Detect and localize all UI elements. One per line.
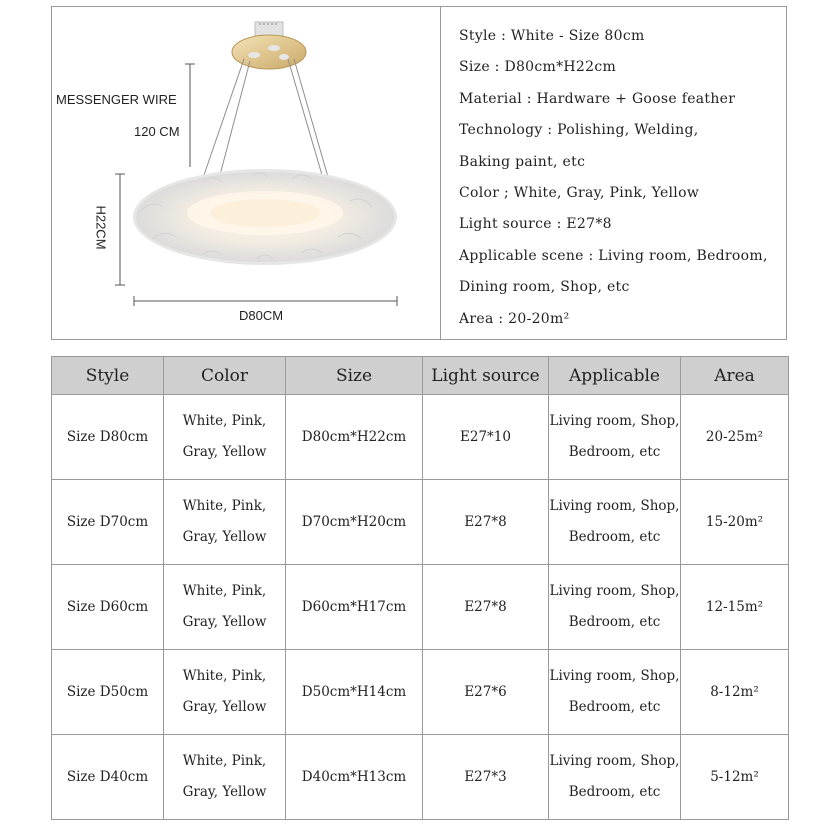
spec-applicable-scene-cont: Dining room, Shop, etc [459, 279, 630, 296]
cell-color [164, 480, 286, 565]
applicable-line: Bedroom, etc [568, 529, 661, 545]
cell-style: Size D80cm [52, 395, 164, 480]
spec-list [459, 21, 784, 335]
table-row [52, 565, 789, 650]
applicable-line: Bedroom, etc [568, 614, 661, 630]
table-row [52, 395, 789, 480]
spec-size: Size : D80cm*H22cm [459, 59, 617, 76]
table-header-row [52, 357, 789, 395]
color-line: Gray, Yellow [182, 614, 267, 630]
cell-area: 20-25m² [681, 395, 789, 480]
cell-applicable [549, 395, 681, 480]
spec-light-source: Light source : E27*8 [459, 216, 612, 233]
size-comparison-table [51, 356, 789, 820]
cell-size: D70cm*H20cm [286, 480, 423, 565]
spec-material: Material : Hardware + Goose feather [459, 90, 736, 107]
product-spec-box [51, 6, 787, 340]
cell-style: Size D60cm [52, 565, 164, 650]
column-header-applicable: Applicable [549, 357, 681, 395]
wire-length-label: 120 CM [134, 124, 180, 139]
applicable-line: Bedroom, etc [568, 444, 661, 460]
cell-size: D60cm*H17cm [286, 565, 423, 650]
color-line: Gray, Yellow [182, 444, 267, 460]
applicable-line: Bedroom, etc [568, 784, 661, 800]
column-header-style: Style [52, 357, 164, 395]
cell-color [164, 565, 286, 650]
cell-light-source: E27*10 [423, 395, 549, 480]
cell-color [164, 735, 286, 820]
table-row [52, 650, 789, 735]
cell-area: 12-15m² [681, 565, 789, 650]
column-header-light-source: Light source [423, 357, 549, 395]
cell-applicable [549, 735, 681, 820]
messenger-wire-label: MESSENGER WIRE [56, 92, 177, 107]
column-header-color: Color [164, 357, 286, 395]
color-line: White, Pink, [182, 668, 267, 684]
spec-color: Color ; White, Gray, Pink, Yellow [459, 185, 700, 202]
color-line: Gray, Yellow [182, 784, 267, 800]
color-line: Gray, Yellow [182, 699, 267, 715]
cell-area: 8-12m² [681, 650, 789, 735]
spec-style: Style : White - Size 80cm [459, 28, 645, 44]
applicable-line: Living room, Shop, [549, 668, 680, 684]
spec-technology-cont: Baking paint, etc [459, 153, 586, 170]
feather-chandelier-image [52, 7, 440, 339]
cell-size: D80cm*H22cm [286, 395, 423, 480]
color-line: Gray, Yellow [182, 529, 267, 545]
height-dimension-label: H22CM [93, 205, 109, 250]
color-line: White, Pink, [182, 753, 267, 769]
column-header-area: Area [681, 357, 789, 395]
cell-light-source: E27*8 [423, 565, 549, 650]
cell-color [164, 395, 286, 480]
spec-technology: Technology : Polishing, Welding, [459, 122, 699, 139]
cell-area: 15-20m² [681, 480, 789, 565]
cell-light-source: E27*3 [423, 735, 549, 820]
column-header-size: Size [286, 357, 423, 395]
applicable-line: Living room, Shop, [549, 413, 680, 429]
cell-applicable [549, 565, 681, 650]
applicable-line: Bedroom, etc [568, 699, 661, 715]
table-row [52, 480, 789, 565]
color-line: White, Pink, [182, 498, 267, 514]
cell-light-source: E27*8 [423, 480, 549, 565]
cell-style: Size D40cm [52, 735, 164, 820]
cell-applicable [549, 480, 681, 565]
cell-light-source: E27*6 [423, 650, 549, 735]
cell-size: D50cm*H14cm [286, 650, 423, 735]
cell-area: 5-12m² [681, 735, 789, 820]
spec-applicable-scene: Applicable scene : Living room, Bedroom, [459, 247, 768, 264]
cell-applicable [549, 650, 681, 735]
cell-size: D40cm*H13cm [286, 735, 423, 820]
cell-style: Size D70cm [52, 480, 164, 565]
cell-color [164, 650, 286, 735]
cell-style: Size D50cm [52, 650, 164, 735]
applicable-line: Living room, Shop, [549, 583, 680, 599]
spec-area: Area : 20-20m² [459, 310, 570, 327]
color-line: White, Pink, [182, 413, 267, 429]
table-row [52, 735, 789, 820]
applicable-line: Living room, Shop, [549, 753, 680, 769]
diameter-dimension-label: D80CM [239, 308, 284, 323]
color-line: White, Pink, [182, 583, 267, 599]
applicable-line: Living room, Shop, [549, 498, 680, 514]
product-image-panel [52, 7, 441, 339]
